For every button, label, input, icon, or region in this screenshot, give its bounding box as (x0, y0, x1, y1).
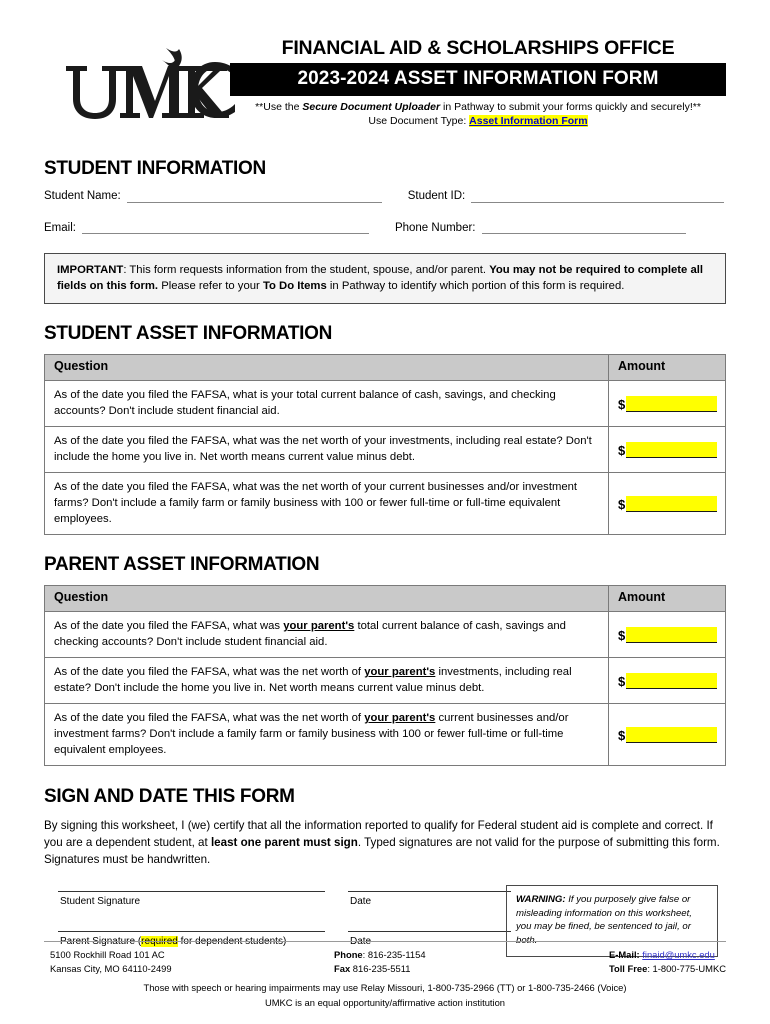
email-label: E-Mail: (608, 948, 640, 960)
parent-q2-part2: investments, including real estate? Don't include the home you live in. Net worth means current value minus debt. (54, 666, 572, 695)
student-asset-question-1: As of the date you filed the FAFSA, what is your total current balance of cash, savings, and checking accounts? Don't include student financial aid. (45, 381, 609, 427)
student-asset-question-2: As of the date you filed the FAFSA, what was the net worth of your investments, including real estate? Don't include the home you live in. Net worth means current value minus debt. (45, 427, 609, 473)
parent-q2-emphasis: your parent's (364, 666, 436, 679)
footer-tollfree (609, 962, 726, 977)
student-asset-amount-header: Amount (609, 355, 726, 381)
important-bold-2: To Do Items (262, 280, 327, 293)
parent-signature-required-highlight: required (141, 935, 178, 947)
important-label: IMPORTANT (57, 264, 124, 277)
parent-asset-amount-input-2[interactable] (626, 673, 717, 689)
table-row (45, 473, 726, 535)
student-asset-question-3: As of the date you filed the FAFSA, what was the net worth of your current businesses and/or investment farms? Don't include a family farm or family business with 100 or fewer full-time or full-time equivalent employees. (45, 473, 609, 535)
certification-text-1: By signing this worksheet, I (we) certify that all the information reported to qualify for Federal student aid is complete and correct. If you are a dependent student, at (44, 819, 713, 850)
certification-text (44, 818, 726, 868)
footer-divider (44, 941, 726, 942)
tollfree-value: : 1-800-775-UMKC (647, 963, 726, 975)
parent-q3-part1: As of the date you filed the FAFSA, what was the net worth of (54, 712, 365, 725)
parent-signature-suffix: for dependent students) (177, 935, 287, 947)
footer-fax (334, 962, 426, 977)
table-row (45, 381, 726, 427)
uploader-instruction (230, 101, 726, 115)
student-signature-line[interactable] (58, 891, 325, 892)
table-row (45, 658, 726, 704)
parent-asset-question-2 (45, 658, 609, 704)
table-row (45, 427, 726, 473)
email-label: Email: (44, 221, 76, 234)
fax-label: Fax (334, 963, 351, 975)
dollar-sign-icon: $ (618, 627, 626, 643)
uploader-emphasis: Secure Document Uploader (302, 101, 441, 114)
address-line-2: Kansas City, MO 64110-2499 (50, 963, 172, 975)
dollar-sign-icon: $ (618, 442, 626, 458)
fax-value: 816-235-5511 (350, 963, 411, 975)
phone-number-input[interactable] (482, 222, 686, 234)
footer-address (50, 948, 172, 977)
relay-missouri-note: Those with speech or hearing impairments may use Relay Missouri, 1-800-735-2966 (TT) or 1-800-735-2466 (Voice) (143, 981, 627, 993)
parent-asset-table (44, 585, 726, 766)
footer-contact-columns (44, 948, 726, 980)
footer-phone (334, 948, 426, 963)
phone-number-label: Phone Number: (394, 221, 476, 234)
certification-bold: least one parent must sign (210, 836, 358, 850)
parent-signature-prefix: Parent Signature ( (60, 935, 142, 947)
parent-asset-amount-input-3[interactable] (626, 727, 717, 743)
parent-signature-line[interactable] (58, 931, 325, 932)
student-signature-label: Student Signature (60, 895, 141, 907)
uploader-suffix: in Pathway to submit your forms quickly and securely!** (440, 101, 701, 114)
student-date-label: Date (350, 895, 372, 907)
student-date-line[interactable] (348, 891, 511, 892)
dollar-sign-icon: $ (618, 496, 626, 512)
parent-asset-heading: PARENT ASSET INFORMATION (44, 554, 320, 576)
certification-text-2: . Typed signatures are not valid for the purpose of submitting this form. Signatures must be handwritten. (44, 836, 720, 866)
parent-date-line[interactable] (348, 931, 511, 932)
finaid-email-link[interactable]: finaid@umkc.edu (642, 948, 715, 960)
important-notice (44, 253, 726, 304)
student-asset-amount-input-1[interactable] (626, 396, 717, 412)
umkc-logo-icon (62, 46, 242, 124)
student-asset-amount-cell-3[interactable] (609, 473, 726, 535)
important-text-2: Please refer to your (158, 280, 263, 293)
dollar-sign-icon: $ (618, 396, 626, 412)
parent-q1-emphasis: your parent's (283, 620, 355, 633)
phone-value: : 816-235-1154 (362, 948, 426, 960)
student-name-field[interactable] (44, 190, 382, 203)
uploader-prefix: **Use the (255, 101, 303, 114)
warning-label: WARNING: (516, 893, 566, 905)
document-type-instruction (230, 115, 726, 129)
student-id-field[interactable] (408, 190, 725, 203)
student-asset-table (44, 354, 726, 535)
asset-information-form-link[interactable]: Asset Information Form (469, 115, 588, 128)
email-input[interactable] (82, 222, 369, 234)
phone-number-field[interactable] (395, 222, 686, 235)
parent-q1-part2: total current balance of cash, savings and checking accounts? Don't include student financial aid. (54, 620, 566, 649)
document-header (44, 38, 726, 138)
parent-asset-question-1 (45, 612, 609, 658)
parent-q3-emphasis: your parent's (364, 712, 436, 725)
form-title-banner: 2023-2024 ASSET INFORMATION FORM (230, 63, 726, 96)
sign-and-date-heading: SIGN AND DATE THIS FORM (44, 786, 295, 808)
parent-asset-amount-input-1[interactable] (626, 627, 717, 643)
equal-opportunity-note: UMKC is an equal opportunity/affirmative action institution (264, 996, 506, 1008)
parent-asset-question-3 (45, 704, 609, 766)
student-information-heading: STUDENT INFORMATION (44, 158, 266, 179)
footer-email-tollfree (609, 948, 726, 977)
important-bold-1: You may not be required to complete all fields on this form. (57, 264, 704, 293)
footer-phone-fax (334, 948, 426, 977)
email-phone-row (44, 222, 726, 235)
student-name-input[interactable] (127, 191, 382, 203)
umkc-logo (62, 46, 242, 124)
doctype-prefix: Use Document Type: (368, 115, 470, 128)
parent-q3-part2: current businesses and/or investment farms? Don't include a family farm or family business with 100 or fewer full-time or full-time equivalent employees. (54, 712, 569, 757)
parent-asset-amount-cell-3[interactable] (609, 704, 726, 766)
important-text-1: : This form requests information from the student, spouse, and/or parent. (123, 264, 490, 277)
phone-label: Phone (334, 948, 363, 960)
student-name-label: Student Name: (44, 190, 121, 202)
footer-email (609, 948, 726, 963)
document-footer (44, 941, 726, 1010)
student-asset-amount-cell-1[interactable] (609, 381, 726, 427)
parent-asset-header-row (45, 586, 726, 612)
parent-asset-question-header: Question (45, 586, 609, 612)
parent-asset-amount-cell-2[interactable] (609, 658, 726, 704)
office-title: FINANCIAL AID & SCHOLARSHIPS OFFICE (281, 37, 675, 59)
student-id-label: Student ID: (407, 190, 466, 202)
student-asset-amount-cell-2[interactable] (609, 427, 726, 473)
student-asset-heading: STUDENT ASSET INFORMATION (44, 323, 333, 345)
address-line-1: 5100 Rockhill Road 101 AC (50, 948, 165, 960)
student-asset-question-header: Question (45, 355, 609, 381)
parent-q2-part1: As of the date you filed the FAFSA, what was the net worth of (54, 666, 365, 679)
header-titles (230, 38, 726, 129)
table-row (45, 704, 726, 766)
dollar-sign-icon: $ (618, 673, 626, 689)
email-field[interactable] (44, 222, 369, 235)
important-text-3: in Pathway to identify which portion of this form is required. (326, 280, 625, 293)
student-asset-amount-input-3[interactable] (626, 496, 717, 512)
tollfree-label: Toll Free (608, 963, 648, 975)
dollar-sign-icon: $ (618, 727, 626, 743)
name-id-row (44, 190, 726, 203)
student-asset-amount-input-2[interactable] (626, 442, 717, 458)
parent-asset-amount-header: Amount (609, 586, 726, 612)
student-information-fields (44, 190, 726, 234)
student-id-input[interactable] (471, 191, 724, 203)
student-asset-header-row (45, 355, 726, 381)
warning-text: If you purposely give false or misleading information on this worksheet, you may be fined, be sentenced to jail, or both. (516, 893, 692, 947)
parent-asset-amount-cell-1[interactable] (609, 612, 726, 658)
table-row (45, 612, 726, 658)
parent-date-label: Date (350, 935, 372, 947)
parent-q1-part1: As of the date you filed the FAFSA, what was (54, 620, 284, 633)
